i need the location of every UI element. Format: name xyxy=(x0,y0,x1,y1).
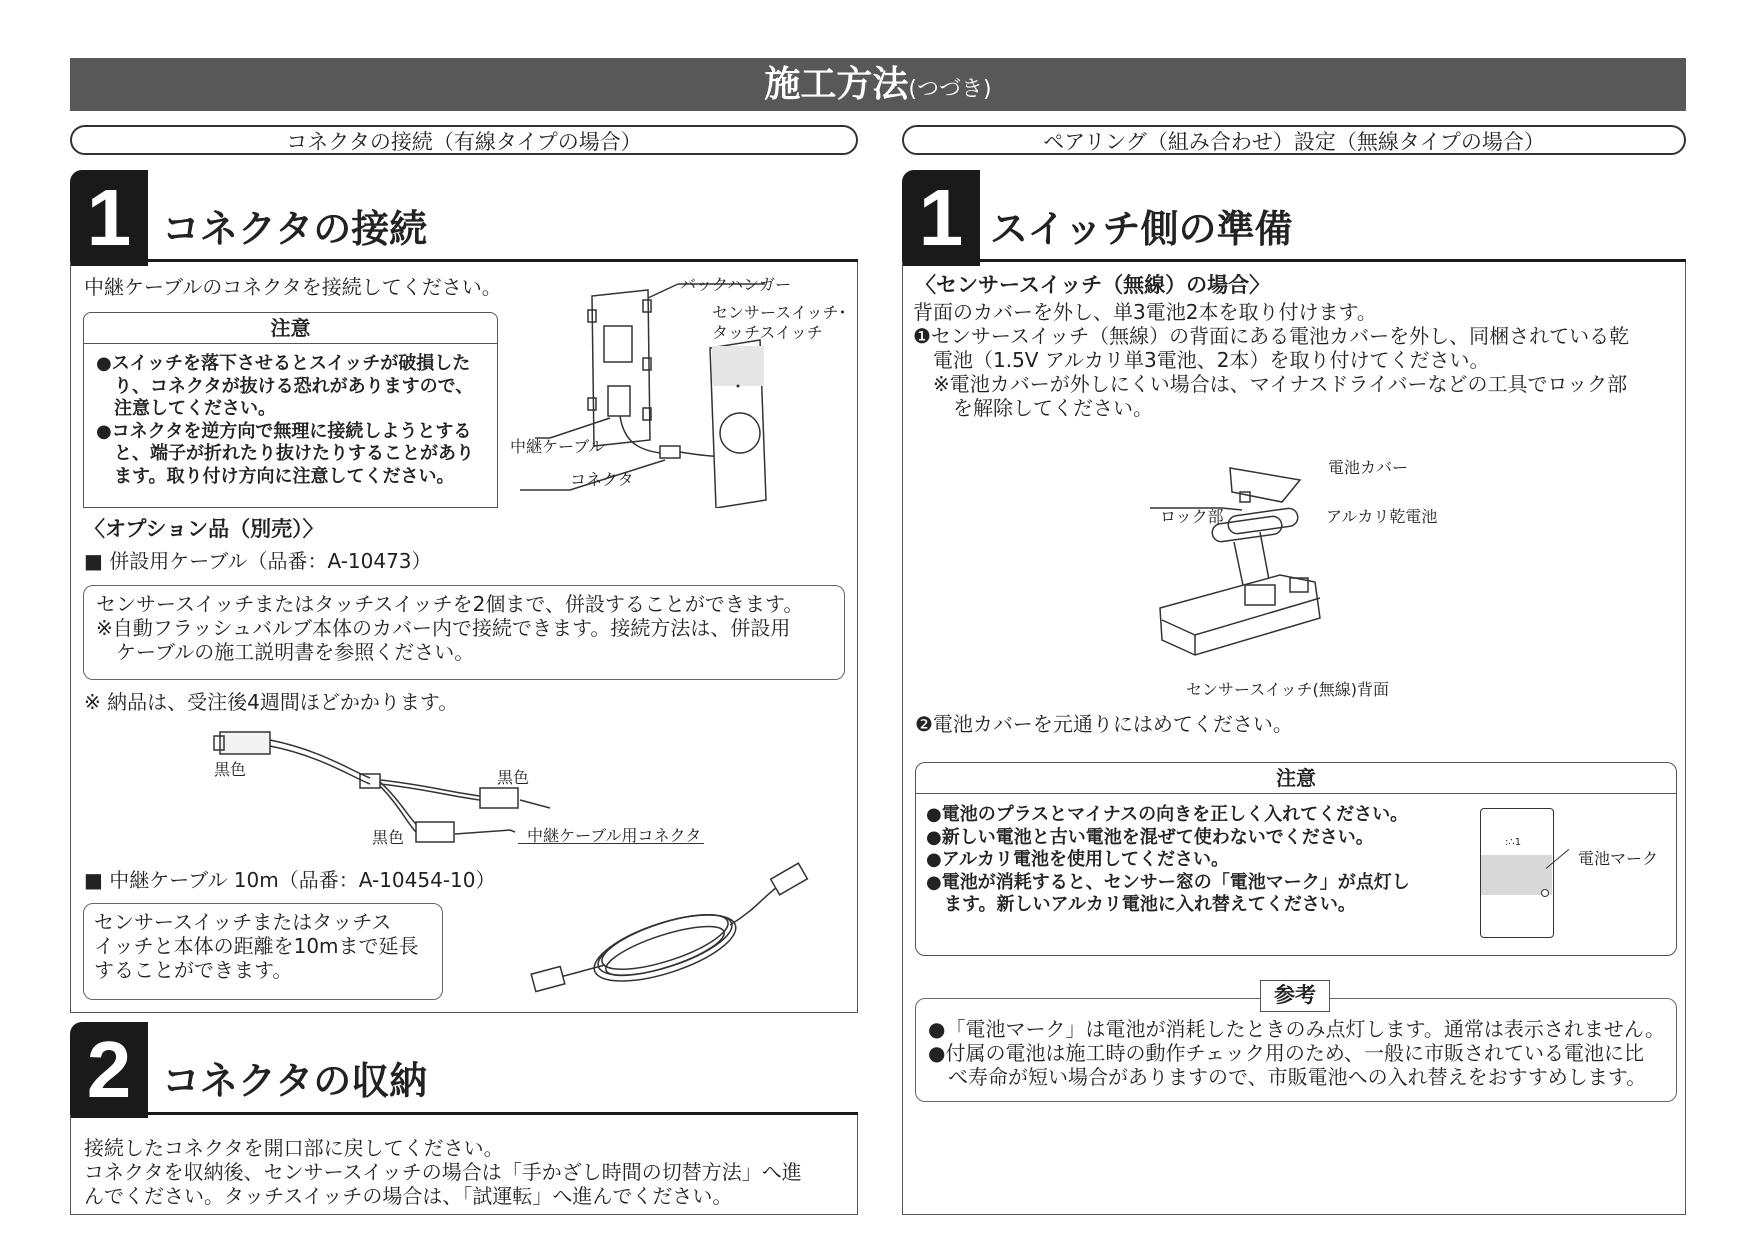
step2-line: んでください。タッチスイッチの場合は、「試運転」へ進んでください。 xyxy=(84,1184,733,1208)
caution-line: り、コネクタが抜ける恐れがありますので、 xyxy=(96,375,474,397)
reference-line: ●「電池マーク」は電池が消耗したときのみ点灯します。通常は表示されません。 xyxy=(928,1017,1666,1041)
label-black-2: 黒色 xyxy=(497,768,530,787)
step-number-left-2: 2 xyxy=(70,1022,148,1118)
leader-line xyxy=(518,843,704,844)
caution-line: ●アルカリ電池を使用してください。 xyxy=(926,849,1229,870)
wireless-instructions xyxy=(913,300,1629,420)
step2-line: コネクタを収納後、センサースイッチの場合は「手かざし時間の切替方法」へ進 xyxy=(84,1160,802,1184)
label-battery-mark: 電池マーク xyxy=(1578,849,1659,868)
step-title-right-1: スイッチ側の準備 xyxy=(990,207,1293,251)
caution-line: ます。新しいアルカリ電池に入れ替えてください。 xyxy=(926,894,1356,915)
instruction-line: 電池（1.5V アルカリ単3電池、2本）を取り付けてください。 xyxy=(913,348,1490,372)
battery-mark-icon: :∴1 xyxy=(1505,837,1522,848)
reference-line: ●付属の電池は施工時の動作チェック用のため、一般に市販されている電池に比 xyxy=(928,1041,1645,1065)
option1-line: センサースイッチまたはタッチスイッチを2個まで、併設することができます。 xyxy=(96,592,804,616)
option1-line: ケーブルの施工説明書を参照ください。 xyxy=(96,640,475,664)
step2-line: 接続したコネクタを開口部に戻してください。 xyxy=(84,1136,504,1160)
section-header-wireless: ペアリング（組み合わせ）設定（無線タイプの場合） xyxy=(902,125,1686,155)
instruction-line: を解除してください。 xyxy=(913,396,1153,420)
step-intro: 中継ケーブルのコネクタを接続してください。 xyxy=(84,275,502,299)
label-battery-cover: 電池カバー xyxy=(1328,458,1409,477)
option1-heading: ■ 併設用ケーブル（品番：A-10473） xyxy=(84,549,432,573)
step2-instruction: ❷電池カバーを元通りにはめてください。 xyxy=(915,712,1293,736)
page-title: 施工方法 xyxy=(764,64,909,105)
option-heading: 〈オプション品（別売）〉 xyxy=(84,517,324,541)
reference-line: べ寿命が短い場合がありますので、市販電池への入れ替えをおすすめします。 xyxy=(928,1065,1647,1089)
option1-line: ※自動フラッシュバルブ本体のカバー内で接続できます。接続方法は、併設用 xyxy=(96,616,791,640)
caution-line: と、端子が折れたり抜けたりすることがあり xyxy=(96,443,474,464)
caution-heading: 注意 xyxy=(84,313,497,344)
label-switch-2: タッチスイッチ xyxy=(712,323,823,342)
option2-line: センサースイッチまたはタッチス xyxy=(94,910,392,934)
caution-line: 注意してください。 xyxy=(96,398,276,419)
reference-box xyxy=(915,998,1677,1102)
diagram-caption: センサースイッチ(無線)背面 xyxy=(1186,680,1390,699)
wireless-subheading: 〈センサースイッチ（無線）の場合〉 xyxy=(915,273,1271,297)
label-back-hanger: バックハンガー xyxy=(680,275,792,294)
step-title-left-1: コネクタの接続 xyxy=(162,207,428,251)
caution-line: ●スイッチを落下させるとスイッチが破損した xyxy=(96,353,471,374)
reference-heading: 参考 xyxy=(1260,980,1330,1012)
caution-line: ます。取り付け方向に注意してください。 xyxy=(96,465,455,487)
caution-heading: 注意 xyxy=(916,763,1676,794)
label-switch-1: センサースイッチ･ xyxy=(712,303,847,322)
caution-line: ●コネクタを逆方向で無理に接続しようとする xyxy=(96,420,472,442)
label-alkaline: アルカリ乾電池 xyxy=(1326,507,1438,526)
caution-line: ●電池が消耗すると、センサー窓の「電池マーク」が点灯し xyxy=(926,871,1410,893)
option2-box xyxy=(83,903,443,1000)
switch-front-illustration xyxy=(1480,808,1554,938)
caution-box-left xyxy=(83,312,498,508)
label-relay-connector: 中継ケーブル用コネクタ xyxy=(527,826,702,845)
caution-line: ●新しい電池と古い電池を混ぜて使わないでください。 xyxy=(926,826,1374,848)
step-number-left-1: 1 xyxy=(70,170,148,266)
caution-box-right xyxy=(915,762,1677,956)
sensor-window xyxy=(1481,855,1552,895)
option2-line: イッチと本体の距離を10mまで延長 xyxy=(94,934,419,958)
coiled-cable-diagram xyxy=(525,850,825,1000)
step-title-left-2: コネクタの収納 xyxy=(162,1059,428,1103)
page-subtitle: (つづき) xyxy=(908,77,992,102)
instruction-line: ※電池カバーが外しにくい場合は、マイナスドライバーなどの工具でロック部 xyxy=(913,372,1628,396)
indicator-dot xyxy=(1541,889,1549,897)
option2-heading: ■ 中継ケーブル 10m（品番：A-10454-10） xyxy=(84,868,496,892)
instruction-line: ❶センサースイッチ（無線）の背面にある電池カバーを外し、同梱されている乾 xyxy=(913,324,1630,348)
step-number-right-1: 1 xyxy=(902,170,980,266)
caution-line: ●電池のプラスとマイナスの向きを正しく入れてください。 xyxy=(926,804,1409,825)
section-header-wired: コネクタの接続（有線タイプの場合） xyxy=(70,125,858,155)
option2-line: することができます。 xyxy=(94,958,293,982)
step2-body xyxy=(84,1136,802,1208)
battery-diagram xyxy=(1150,460,1370,670)
label-black-3: 黒色 xyxy=(372,828,405,847)
page-title-bar xyxy=(70,58,1686,111)
instruction-line: 背面のカバーを外し、単3電池2本を取り付けます。 xyxy=(913,300,1377,324)
option1-box xyxy=(83,585,845,680)
label-black-1: 黒色 xyxy=(214,760,247,779)
label-connector: コネクタ xyxy=(570,470,634,489)
label-lock: ロック部 xyxy=(1160,507,1224,526)
label-relay-cable: 中継ケーブル xyxy=(510,437,605,456)
delivery-note: ※ 納品は、受注後4週間ほどかかります。 xyxy=(84,690,459,714)
